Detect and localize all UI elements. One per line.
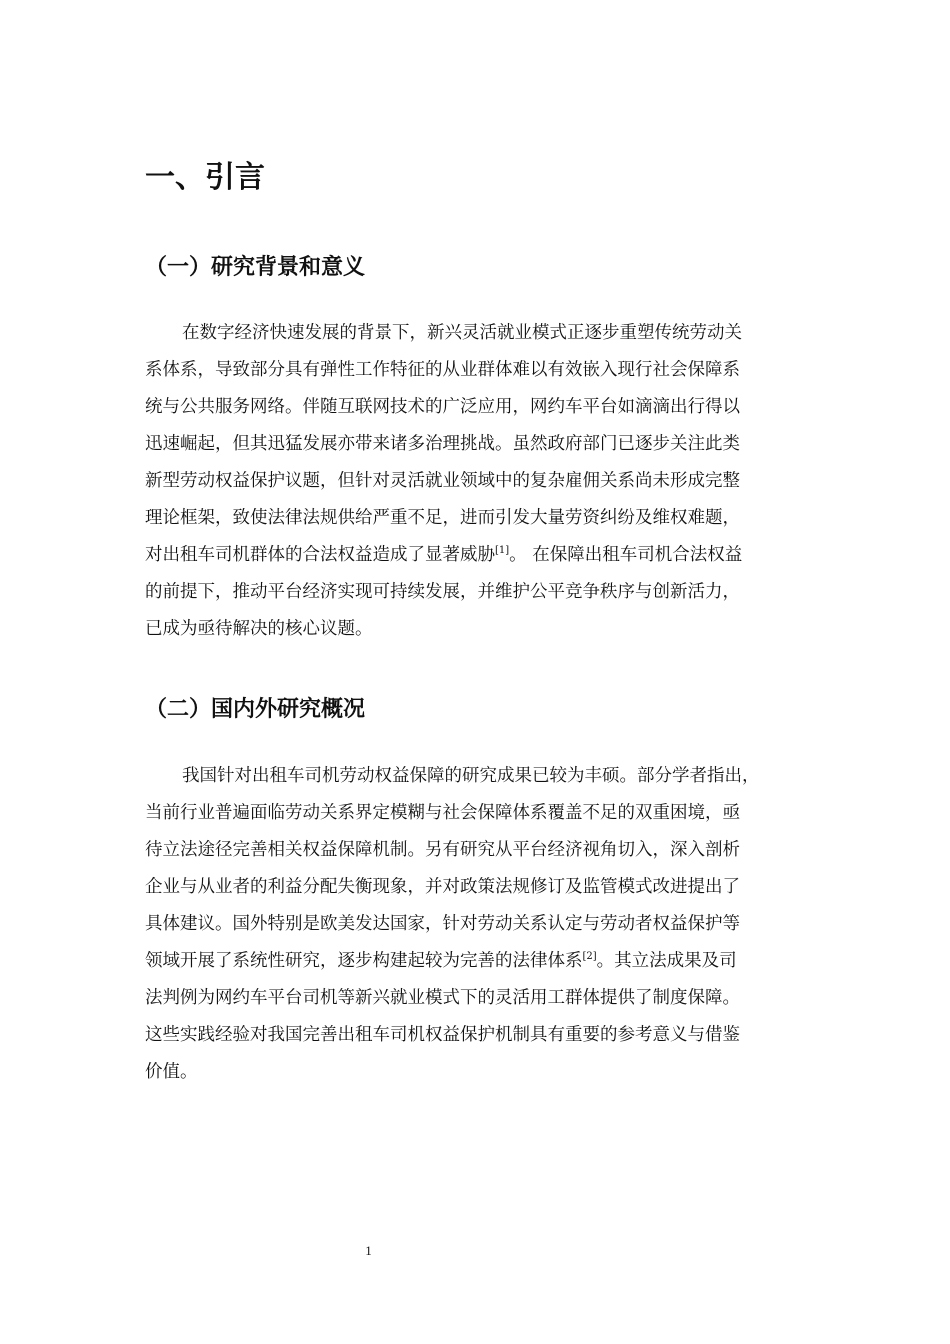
text-segment: 。其立法成果及司 (596, 951, 737, 971)
chapter-heading: 一、引言 (145, 160, 265, 195)
text-line: 待立法途径完善相关权益保障机制。另有研究从平台经济视角切入，深入剖析 (145, 840, 740, 860)
text-line: 企业与从业者的利益分配失衡现象，并对政策法规修订及监管模式改进提出了 (145, 877, 740, 897)
text-line: 在数字经济快速发展的背景下，新兴灵活就业模式正逐步重塑传统劳动关 (182, 323, 742, 343)
text-line: 的前提下，推动平台经济实现可持续发展，并维护公平竞争秩序与创新活力， (145, 582, 740, 602)
section-title-overview: （二）国内外研究概况 (145, 697, 366, 722)
paragraph-overview (145, 758, 805, 1091)
text-line-with-citation (145, 537, 805, 574)
text-line: 具体建议。国外特别是欧美发达国家，针对劳动关系认定与劳动者权益保护等 (145, 914, 740, 934)
text-line: 我国针对出租车司机劳动权益保障的研究成果已较为丰硕。部分学者指出， (182, 766, 760, 786)
text-line: 系体系，导致部分具有弹性工作特征的从业群体难以有效嵌入现行社会保障系 (145, 360, 740, 380)
text-line-with-citation (145, 943, 805, 980)
text-line: 价值。 (145, 1062, 198, 1082)
text-line: 法判例为网约车平台司机等新兴就业模式下的灵活用工群体提供了制度保障。 (145, 988, 740, 1008)
text-line: 已成为亟待解决的核心议题。 (145, 619, 373, 639)
text-line: 迅速崛起，但其迅猛发展亦带来诸多治理挑战。虽然政府部门已逐步关注此类 (145, 434, 740, 454)
text-segment: 领域开展了系统性研究，逐步构建起较为完善的法律体系 (145, 951, 583, 971)
paragraph-background (145, 315, 805, 648)
text-line: 统与公共服务网络。伴随互联网技术的广泛应用，网约车平台如滴滴出行得以 (145, 397, 740, 417)
text-segment: 。 在保障出租车司机合法权益 (509, 545, 743, 565)
text-line: 当前行业普遍面临劳动关系界定模糊与社会保障体系覆盖不足的双重困境，亟 (145, 803, 740, 823)
section-title-background: （一）研究背景和意义 (145, 255, 366, 280)
citation-ref[interactable]: [2] (582, 951, 597, 963)
page-number: 1 (365, 1243, 372, 1258)
text-line: 这些实践经验对我国完善出租车司机权益保护机制具有重要的参考意义与借鉴 (145, 1025, 740, 1045)
text-line: 新型劳动权益保护议题，但针对灵活就业领域中的复杂雇佣关系尚未形成完整 (145, 471, 740, 491)
text-line: 理论框架，致使法律法规供给严重不足，进而引发大量劳资纠纷及维权难题， (145, 508, 740, 528)
citation-ref[interactable]: [1] (495, 545, 510, 557)
text-segment: 对出租车司机群体的合法权益造成了显著威胁 (145, 545, 495, 565)
